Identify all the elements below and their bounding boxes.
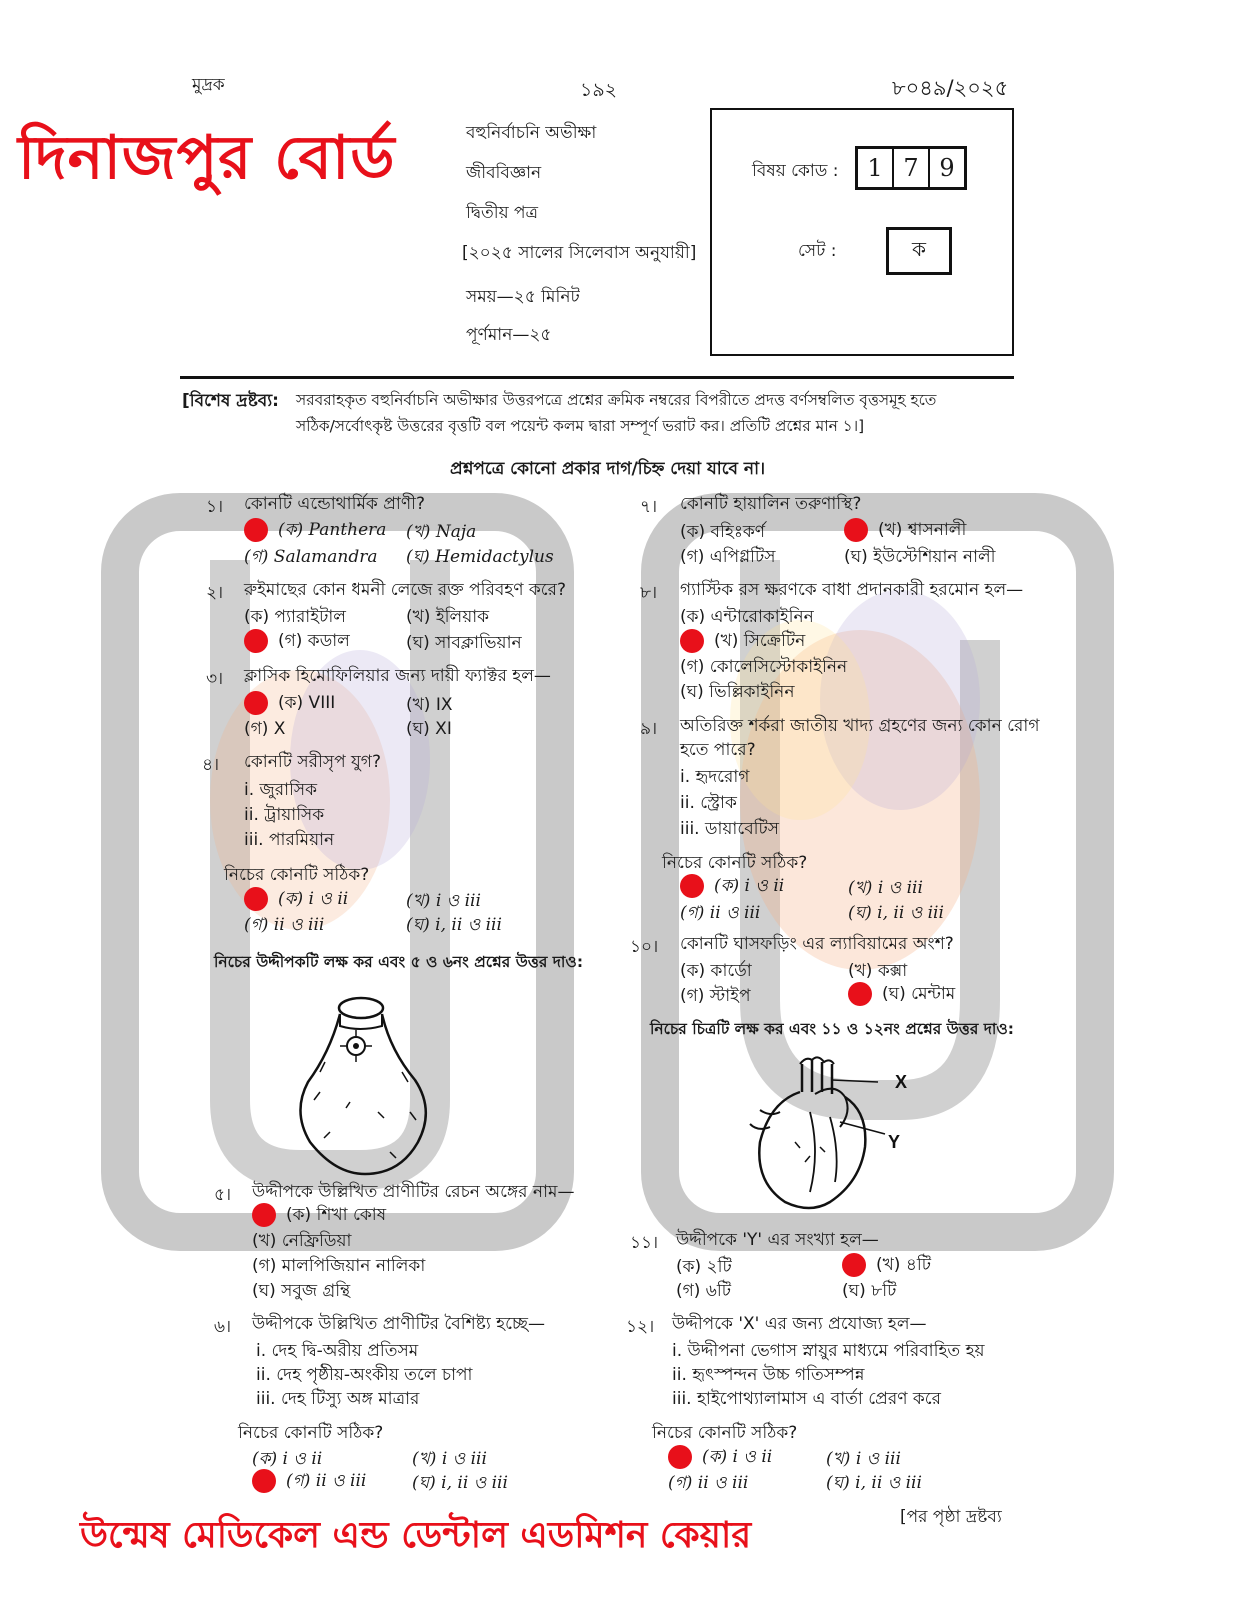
code-digit: 7 — [894, 149, 930, 187]
question-text: রুইমাছের কোন ধমনী লেজে রক্ত পরিবহণ করে? — [244, 580, 567, 600]
option[interactable]: (গ) ii ও iii — [244, 915, 325, 935]
option-label: (ক) VIII — [278, 693, 336, 713]
statement-item: ii. স্ট্রোক — [680, 793, 737, 813]
statement-item: iii. হাইপোথ্যালামাস এ বার্তা প্রেরণ করে — [672, 1389, 941, 1409]
question-text: কোনটি এন্ডোথার্মিক প্রাণী? — [244, 494, 425, 514]
document-code: ৮০৪৯/২০২৫ — [892, 76, 1009, 100]
notice-label: [বিশেষ দ্রষ্টব্য: — [182, 391, 279, 411]
option[interactable]: (খ) i ও iii — [412, 1449, 487, 1469]
question-text: কোনটি সরীসৃপ যুগ? — [244, 752, 381, 772]
option[interactable]: (ঘ) ভিল্লিকাইনিন — [680, 682, 795, 702]
question-text: কোনটি হায়ালিন তরুণাস্থি? — [680, 494, 862, 514]
exam-type: বহুনির্বাচনি অভীক্ষা — [466, 123, 597, 143]
question-text: কোনটি ঘাসফড়িং এর ল্যাবিয়ামের অংশ? — [680, 934, 954, 954]
sub-question: নিচের কোনটি সঠিক? — [238, 1423, 384, 1443]
question-text: ক্লাসিক হিমোফিলিয়ার জন্য দায়ী ফ্যাক্টর হল— — [244, 666, 551, 686]
stimulus-instruction: নিচের উদ্দীপকটি লক্ষ কর এবং ৫ ও ৬নং প্রশ্নের উত্তর দাও: — [214, 953, 584, 971]
option[interactable]: (ক) এন্টারোকাইনিন — [680, 607, 814, 627]
set-box: ক — [886, 227, 952, 275]
option[interactable]: (ঘ) i, ii ও iii — [826, 1473, 922, 1493]
heart-diagram — [740, 1052, 940, 1214]
filled-bubble-icon — [252, 1469, 276, 1493]
option[interactable]: (গ) ii ও iii — [668, 1473, 749, 1493]
question-number: ১২। — [626, 1317, 655, 1337]
question-number: ৪। — [202, 755, 220, 775]
option-selected[interactable] — [244, 628, 350, 656]
filled-bubble-icon — [680, 874, 704, 898]
question-number: ৮। — [640, 583, 658, 603]
option-label: (ক) শিখা কোষ — [286, 1205, 387, 1225]
option[interactable]: (ঘ) XI — [406, 719, 452, 739]
filled-bubble-icon — [252, 1203, 276, 1227]
option-label: (গ) কডাল — [278, 631, 350, 651]
filled-bubble-icon — [668, 1445, 692, 1469]
question-text: উদ্দীপকে 'Y' এর সংখ্যা হল— — [676, 1230, 879, 1250]
option[interactable]: (ঘ) i, ii ও iii — [406, 915, 502, 935]
option[interactable]: (খ) ইলিয়াক — [406, 607, 490, 627]
option-label: (ক) Panthera — [278, 520, 387, 540]
filled-bubble-icon — [244, 887, 268, 911]
option[interactable]: (গ) ৬টি — [676, 1281, 731, 1301]
option[interactable]: (খ) নেফ্রিডিয়া — [252, 1231, 352, 1251]
statement-item: iii. পারমিয়ান — [244, 830, 335, 850]
option-label: (খ) শ্বাসনালী — [878, 520, 967, 540]
paper-name: দ্বিতীয় পত্র — [466, 203, 539, 223]
time-limit: সময়—২৫ মিনিট — [466, 287, 580, 307]
statement-item: ii. হৃৎস্পন্দন উচ্চ গতিসম্পন্ন — [672, 1365, 865, 1385]
option[interactable]: (ঘ) ইউস্টেশিয়ান নালী — [844, 547, 996, 567]
question-number: ৫। — [214, 1185, 232, 1205]
filled-bubble-icon — [848, 982, 872, 1006]
stimulus-instruction: নিচের চিত্রটি লক্ষ কর এবং ১১ ও ১২নং প্রশ্নের উত্তর দাও: — [650, 1020, 1014, 1038]
flame-cell-diagram — [290, 992, 440, 1176]
filled-bubble-icon — [844, 518, 868, 542]
subject-code-box — [855, 146, 967, 190]
printer-label: মুদ্রক — [192, 75, 225, 95]
filled-bubble-icon — [244, 629, 268, 653]
statement-item: i. জুরাসিক — [244, 780, 318, 800]
question-number: ৬। — [214, 1317, 232, 1337]
option-selected[interactable] — [842, 1252, 931, 1280]
question-number: ৩। — [206, 669, 224, 689]
option-label: (গ) ii ও iii — [286, 1471, 367, 1491]
subject-code-label: বিষয় কোড : — [752, 161, 839, 181]
question-number: ১০। — [630, 937, 659, 957]
option[interactable]: (ঘ) i, ii ও iii — [848, 903, 944, 923]
option[interactable]: (ঘ) Hemidactylus — [406, 547, 554, 567]
option-selected[interactable] — [844, 517, 966, 545]
option[interactable]: (ঘ) i, ii ও iii — [412, 1473, 508, 1493]
syllabus-note: [২০২৫ সালের সিলেবাস অনুযায়ী] — [462, 243, 697, 263]
option[interactable]: (ক) ২টি — [676, 1257, 732, 1277]
statement-item: iii. ডায়াবেটিস — [680, 819, 780, 839]
option-selected[interactable] — [252, 1468, 366, 1496]
option-selected[interactable] — [680, 628, 805, 656]
option[interactable]: (গ) Salamandra — [244, 547, 378, 567]
filled-bubble-icon — [244, 691, 268, 715]
option[interactable]: (খ) i ও iii — [826, 1449, 901, 1469]
option[interactable]: (ঘ) সবুজ গ্রন্থি — [252, 1281, 351, 1301]
option-selected[interactable] — [244, 517, 386, 545]
option[interactable]: (খ) কক্সা — [848, 961, 908, 981]
option[interactable]: (খ) i ও iii — [848, 878, 923, 898]
option-selected[interactable] — [680, 873, 784, 901]
option-selected[interactable] — [244, 886, 348, 914]
question-text: গ্যাস্টিক রস ক্ষরণকে বাধা প্রদানকারী হরমোন হল— — [680, 580, 1024, 600]
option-selected[interactable] — [668, 1444, 772, 1472]
statement-item: i. দেহ দ্বি-অরীয় প্রতিসম — [256, 1341, 419, 1361]
option-label: (খ) ৪টি — [876, 1255, 931, 1275]
statement-item: iii. দেহ টিস্যু অঙ্গ মাত্রার — [256, 1389, 420, 1409]
set-label: সেট : — [798, 241, 837, 261]
filled-bubble-icon — [680, 629, 704, 653]
filled-bubble-icon — [244, 518, 268, 542]
question-text: উদ্দীপকে 'X' এর জন্য প্রযোজ্য হল— — [672, 1314, 927, 1334]
header-divider — [180, 376, 1014, 379]
option-label: (ক) i ও ii — [714, 876, 785, 896]
statement-item: i. উদ্দীপনা ভেগাস স্নায়ুর মাধ্যমে পরিবাহিত হয় — [672, 1341, 985, 1361]
statement-item: i. হৃদরোগ — [680, 767, 750, 787]
notice-text-2: সঠিক/সর্বোৎকৃষ্ট উত্তরের বৃত্তটি বল পয়েন্ট কলম দ্বারা সম্পূর্ণ ভরাট কর। প্রতিটি প্রশ্নের মান ১।] — [296, 417, 865, 435]
option-label: (খ) সিক্রেটিন — [714, 631, 806, 651]
heart-label-y: Y — [888, 1132, 901, 1152]
option[interactable]: (গ) মালপিজিয়ান নালিকা — [252, 1256, 426, 1276]
option[interactable]: (গ) স্টাইপ — [680, 986, 751, 1006]
option-selected[interactable] — [252, 1202, 386, 1230]
board-title: দিনাজপুর বোর্ড — [18, 123, 396, 193]
code-digit: 1 — [858, 149, 894, 187]
option-label: (ক) i ও ii — [702, 1447, 773, 1467]
question-text: অতিরিক্ত শর্করা জাতীয় খাদ্য গ্রহণের জন্য কোন রোগ — [680, 716, 1040, 736]
full-marks: পূর্ণমান—২৫ — [466, 325, 552, 345]
option[interactable]: (গ) এপিগ্লটিস — [680, 547, 776, 567]
question-number: ৯। — [640, 719, 658, 739]
question-text: উদ্দীপকে উল্লিখিত প্রাণীটির বৈশিষ্ট্য হচ্ছে— — [252, 1314, 546, 1334]
option[interactable]: (খ) IX — [406, 695, 453, 715]
option[interactable]: (গ) কোলেসিস্টোকাইনিন — [680, 657, 848, 677]
heart-label-x: X — [895, 1072, 908, 1092]
question-number: ১১। — [630, 1233, 659, 1253]
notice-text-1: সরবরাহকৃত বহুনির্বাচনি অভীক্ষার উত্তরপত্রে প্রশ্নের ক্রমিক নম্বরের বিপরীতে প্রদত্ত বর্ণসম্বলিত বৃত্তসমূহ হতে — [296, 391, 937, 409]
option[interactable]: (গ) X — [244, 719, 286, 739]
option[interactable]: (ক) বহিঃকর্ণ — [680, 522, 766, 542]
page-number: ১৯২ — [580, 79, 618, 101]
question-number: ১। — [206, 497, 224, 517]
option[interactable]: (গ) ii ও iii — [680, 903, 761, 923]
sub-question: নিচের কোনটি সঠিক? — [652, 1423, 798, 1443]
question-number: ৭। — [640, 497, 658, 517]
code-digit: 9 — [939, 154, 955, 182]
option[interactable]: (ক) কার্ডো — [680, 961, 752, 981]
sub-question: নিচের কোনটি সঠিক? — [662, 853, 808, 873]
statement-item: ii. দেহ পৃষ্ঠীয়-অংকীয় তলে চাপা — [256, 1365, 473, 1385]
statement-item: ii. ট্রায়াসিক — [244, 805, 325, 825]
question-text-cont: হতে পারে? — [680, 740, 756, 760]
option[interactable]: (ঘ) সাবক্লাভিয়ান — [406, 633, 522, 653]
option[interactable]: (ক) i ও ii — [252, 1449, 323, 1469]
option[interactable]: (ঘ) ৮টি — [842, 1281, 897, 1301]
option[interactable]: (ক) প্যারাইটাল — [244, 607, 346, 627]
sub-question: নিচের কোনটি সঠিক? — [224, 865, 370, 885]
option-label: (ঘ) মেন্টাম — [882, 984, 956, 1004]
option-selected[interactable] — [244, 690, 335, 718]
notice-warning: প্রশ্নপত্রে কোনো প্রকার দাগ/চিহ্ন দেয়া যাবে না। — [450, 459, 766, 479]
filled-bubble-icon — [842, 1253, 866, 1277]
question-text: উদ্দীপকে উল্লিখিত প্রাণীটির রেচন অঙ্গের নাম— — [252, 1182, 575, 1202]
next-page-note: [পর পৃষ্ঠা দ্রষ্টব্য — [900, 1507, 1002, 1527]
footer-brand: উন্মেষ মেডিকেল এন্ড ডেন্টাল এডমিশন কেয়ার — [80, 1515, 752, 1556]
subject-name: জীববিজ্ঞান — [466, 163, 542, 183]
option-label: (ক) i ও ii — [278, 889, 349, 909]
option[interactable]: (খ) Naja — [406, 522, 477, 542]
question-number: ২। — [206, 583, 224, 603]
option[interactable]: (খ) i ও iii — [406, 891, 481, 911]
option-selected[interactable] — [848, 981, 955, 1009]
